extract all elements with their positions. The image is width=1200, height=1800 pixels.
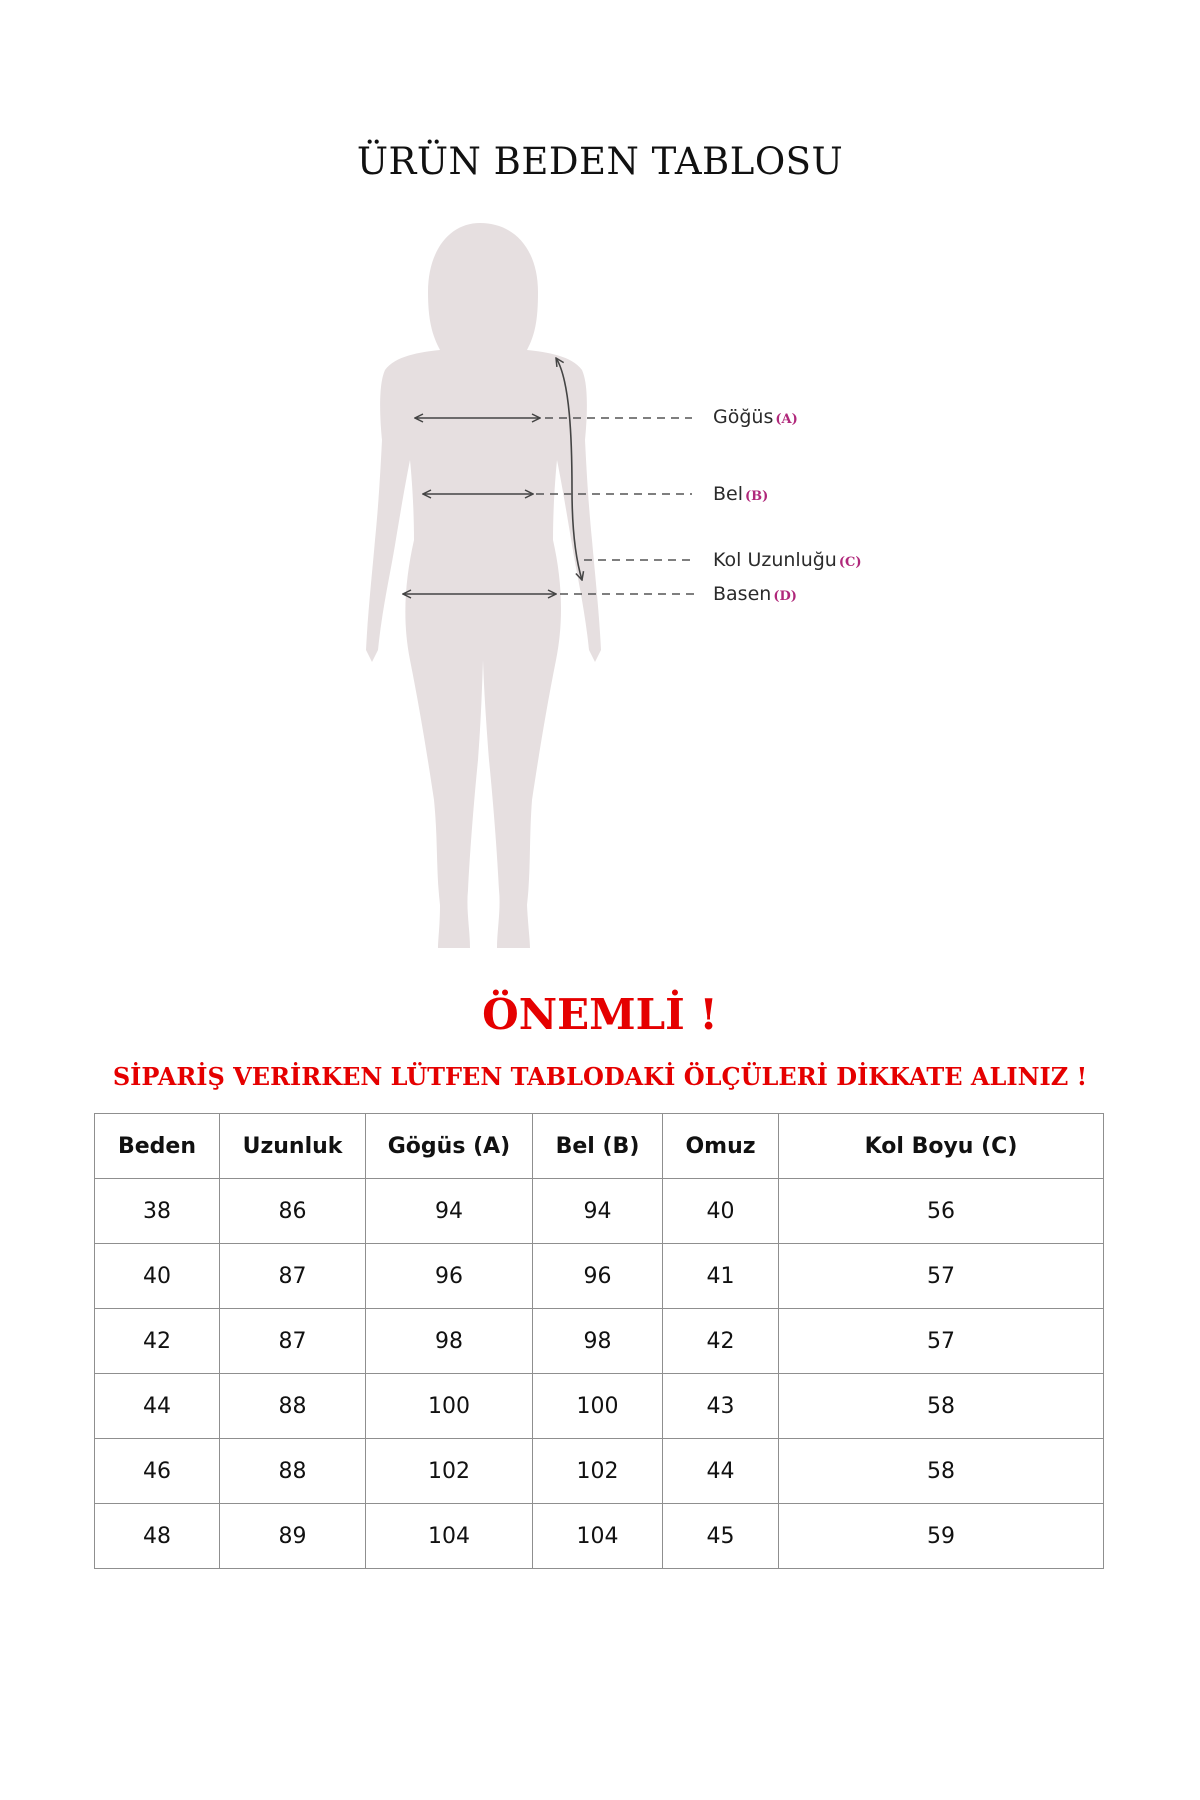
table-cell: 102 (366, 1439, 533, 1504)
table-cell: 100 (533, 1374, 663, 1439)
table-cell: 42 (95, 1309, 220, 1374)
label-chest: Göğüs (A) (713, 406, 798, 428)
header-cell: Uzunluk (220, 1114, 366, 1179)
table-cell: 100 (366, 1374, 533, 1439)
table-cell: 45 (663, 1504, 779, 1569)
label-hip: Basen (D) (713, 583, 797, 605)
header-cell: Omuz (663, 1114, 779, 1179)
page-title: ÜRÜN BEDEN TABLOSU (356, 140, 844, 183)
important-heading: ÖNEMLİ ! (482, 990, 718, 1039)
size-table (94, 1113, 1104, 1569)
table-row (95, 1504, 1104, 1569)
table-cell: 42 (663, 1309, 779, 1374)
table-cell: 44 (663, 1439, 779, 1504)
table-cell: 87 (220, 1309, 366, 1374)
label-waist: Bel (B) (713, 483, 769, 505)
table-cell: 56 (779, 1179, 1104, 1244)
table-cell: 87 (220, 1244, 366, 1309)
table-cell: 94 (533, 1179, 663, 1244)
table-cell: 102 (533, 1439, 663, 1504)
table-header-row (95, 1114, 1104, 1179)
header-cell: Gögüs (A) (366, 1114, 533, 1179)
table-row (95, 1374, 1104, 1439)
header-cell: Bel (B) (533, 1114, 663, 1179)
label-sleeve-length: Kol Uzunluğu (C) (713, 549, 862, 571)
table-cell: 46 (95, 1439, 220, 1504)
table-row (95, 1244, 1104, 1309)
table-row (95, 1179, 1104, 1244)
table-cell: 57 (779, 1309, 1104, 1374)
table-cell: 104 (366, 1504, 533, 1569)
table-cell: 43 (663, 1374, 779, 1439)
table-row (95, 1439, 1104, 1504)
female-silhouette (366, 223, 601, 948)
table-cell: 94 (366, 1179, 533, 1244)
table-cell: 88 (220, 1439, 366, 1504)
table-cell: 57 (779, 1244, 1104, 1309)
table-cell: 86 (220, 1179, 366, 1244)
table-cell: 41 (663, 1244, 779, 1309)
table-cell: 40 (95, 1244, 220, 1309)
notice-text: SİPARİŞ VERİRKEN LÜTFEN TABLODAKİ ÖLÇÜLERİ DİKKATE ALINIZ ! (112, 1062, 1088, 1091)
table-cell: 89 (220, 1504, 366, 1569)
header-cell: Kol Boyu (C) (779, 1114, 1104, 1179)
table-cell: 88 (220, 1374, 366, 1439)
table-cell: 96 (366, 1244, 533, 1309)
table-cell: 98 (533, 1309, 663, 1374)
table-row (95, 1309, 1104, 1374)
header-cell: Beden (95, 1114, 220, 1179)
table-cell: 44 (95, 1374, 220, 1439)
table-cell: 59 (779, 1504, 1104, 1569)
table-cell: 58 (779, 1374, 1104, 1439)
table-cell: 96 (533, 1244, 663, 1309)
table-cell: 104 (533, 1504, 663, 1569)
table-cell: 48 (95, 1504, 220, 1569)
table-cell: 58 (779, 1439, 1104, 1504)
table-cell: 98 (366, 1309, 533, 1374)
table-cell: 40 (663, 1179, 779, 1244)
table-cell: 38 (95, 1179, 220, 1244)
